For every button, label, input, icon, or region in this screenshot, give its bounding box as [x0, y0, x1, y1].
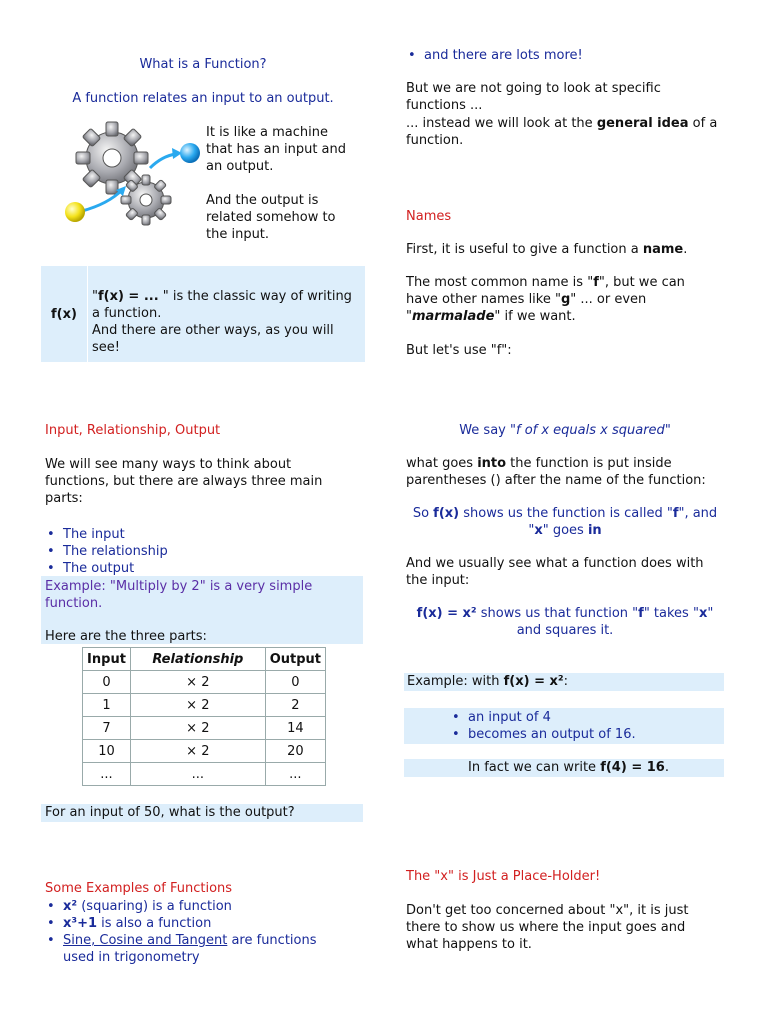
- list-item: • The relationship: [45, 543, 345, 560]
- fx-box-divider: [87, 266, 88, 362]
- header-input: Input: [83, 648, 131, 671]
- output-arrow-icon: [150, 154, 176, 168]
- list-item: • Sine, Cosine and Tangent are functions used in trigonometry: [45, 932, 345, 966]
- list-item: • becomes an output of 16.: [450, 726, 720, 743]
- question-box: [41, 804, 363, 822]
- list-item: • The output: [45, 560, 345, 577]
- header-relationship: Relationship: [130, 648, 265, 671]
- more-list: [406, 47, 726, 64]
- small-gear-icon: [121, 175, 171, 225]
- example-box: [41, 576, 363, 644]
- examples-list: [45, 898, 345, 966]
- placeholder-text: Don't get too concerned about "x", it is just there to show us where the input goes and what happens to it.: [406, 903, 689, 952]
- header-output: Output: [265, 648, 325, 671]
- list-item: • an input of 4: [450, 709, 720, 726]
- parts-table: [82, 647, 326, 786]
- intro-text: A function relates an input to an output.: [72, 91, 334, 106]
- input-ball-icon: [65, 202, 85, 222]
- list-item: • The input: [45, 526, 345, 543]
- table-row: [83, 717, 326, 740]
- machine-text-2: And the output is related somehow to the input.: [206, 193, 336, 242]
- cell-output: 0: [265, 671, 325, 694]
- fx-label: f(x): [51, 307, 77, 322]
- names-p3: But let's use "f":: [406, 343, 512, 358]
- iro-list: [45, 526, 345, 577]
- fx-description: "f(x) = ... " is the classic way of writing a function. And there are other ways, as you will see!: [92, 289, 352, 355]
- into-text: what goes into the function is put inside parentheses () after the name of the function:: [406, 456, 706, 488]
- examples-heading: Some Examples of Functions: [45, 881, 233, 896]
- example-items-list: [450, 709, 720, 743]
- table-header-row: [83, 648, 326, 671]
- names-heading: Names: [406, 209, 452, 224]
- iro-text: We will see many ways to think about functions, but there are always three main parts:: [45, 457, 323, 506]
- example-fx-box: Example: with f(x) = x²:: [404, 673, 724, 691]
- in-fact-box: In fact we can write f(4) = 16.: [404, 759, 724, 777]
- cell-output: 20: [265, 740, 325, 763]
- table-row: [83, 763, 326, 786]
- fx-squared-text: f(x) = x² shows us that function "f" takes "x" and squares it.: [416, 606, 714, 638]
- machine-text-1: It is like a machine that has an input and an output.: [206, 125, 347, 174]
- so-text: So f(x) shows us the function is called "f", and "x" goes in: [412, 506, 718, 538]
- gears-machine-illustration: [60, 118, 205, 233]
- not-specific-text: But we are not going to look at specific functions ...: [406, 81, 661, 113]
- cell-relationship: ...: [130, 763, 265, 786]
- cell-output: ...: [265, 763, 325, 786]
- cell-relationship: × 2: [130, 671, 265, 694]
- cell-input: 7: [83, 717, 131, 740]
- cell-relationship: × 2: [130, 717, 265, 740]
- names-p2: The most common name is "f", but we can have other names like "g" ... or even "marmalade" if we want.: [406, 275, 685, 324]
- example-text: Example: "Multiply by 2" is a very simple function.: [45, 579, 313, 611]
- table-row: [83, 671, 326, 694]
- page-title: What is a Function?: [139, 57, 267, 72]
- say-text: We say "f of x equals x squared": [459, 423, 671, 438]
- three-parts-text: Here are the three parts:: [45, 629, 207, 644]
- cell-input: 10: [83, 740, 131, 763]
- cell-input: 1: [83, 694, 131, 717]
- names-p1: First, it is useful to give a function a name.: [406, 242, 688, 257]
- cell-relationship: × 2: [130, 740, 265, 763]
- example-items-box: [404, 708, 724, 744]
- list-item: • x² (squaring) is a function: [45, 898, 345, 915]
- large-gear-icon: [76, 122, 148, 194]
- general-idea-text: ... instead we will look at the general idea of a function.: [406, 116, 718, 148]
- cell-input: 0: [83, 671, 131, 694]
- iro-heading: Input, Relationship, Output: [45, 423, 221, 438]
- list-item: • and there are lots more!: [406, 47, 726, 64]
- table-row: [83, 694, 326, 717]
- trig-link[interactable]: Sine, Cosine and Tangent: [63, 933, 228, 948]
- table-row: [83, 740, 326, 763]
- list-item: • x³+1 is also a function: [45, 915, 345, 932]
- usually-text: And we usually see what a function does with the input:: [406, 556, 704, 588]
- cell-relationship: × 2: [130, 694, 265, 717]
- fx-notation-box: [41, 266, 365, 362]
- question-text: For an input of 50, what is the output?: [45, 805, 295, 820]
- cell-output: 14: [265, 717, 325, 740]
- output-ball-icon: [180, 143, 200, 163]
- placeholder-heading: The "x" is Just a Place-Holder!: [406, 869, 601, 884]
- cell-output: 2: [265, 694, 325, 717]
- cell-input: ...: [83, 763, 131, 786]
